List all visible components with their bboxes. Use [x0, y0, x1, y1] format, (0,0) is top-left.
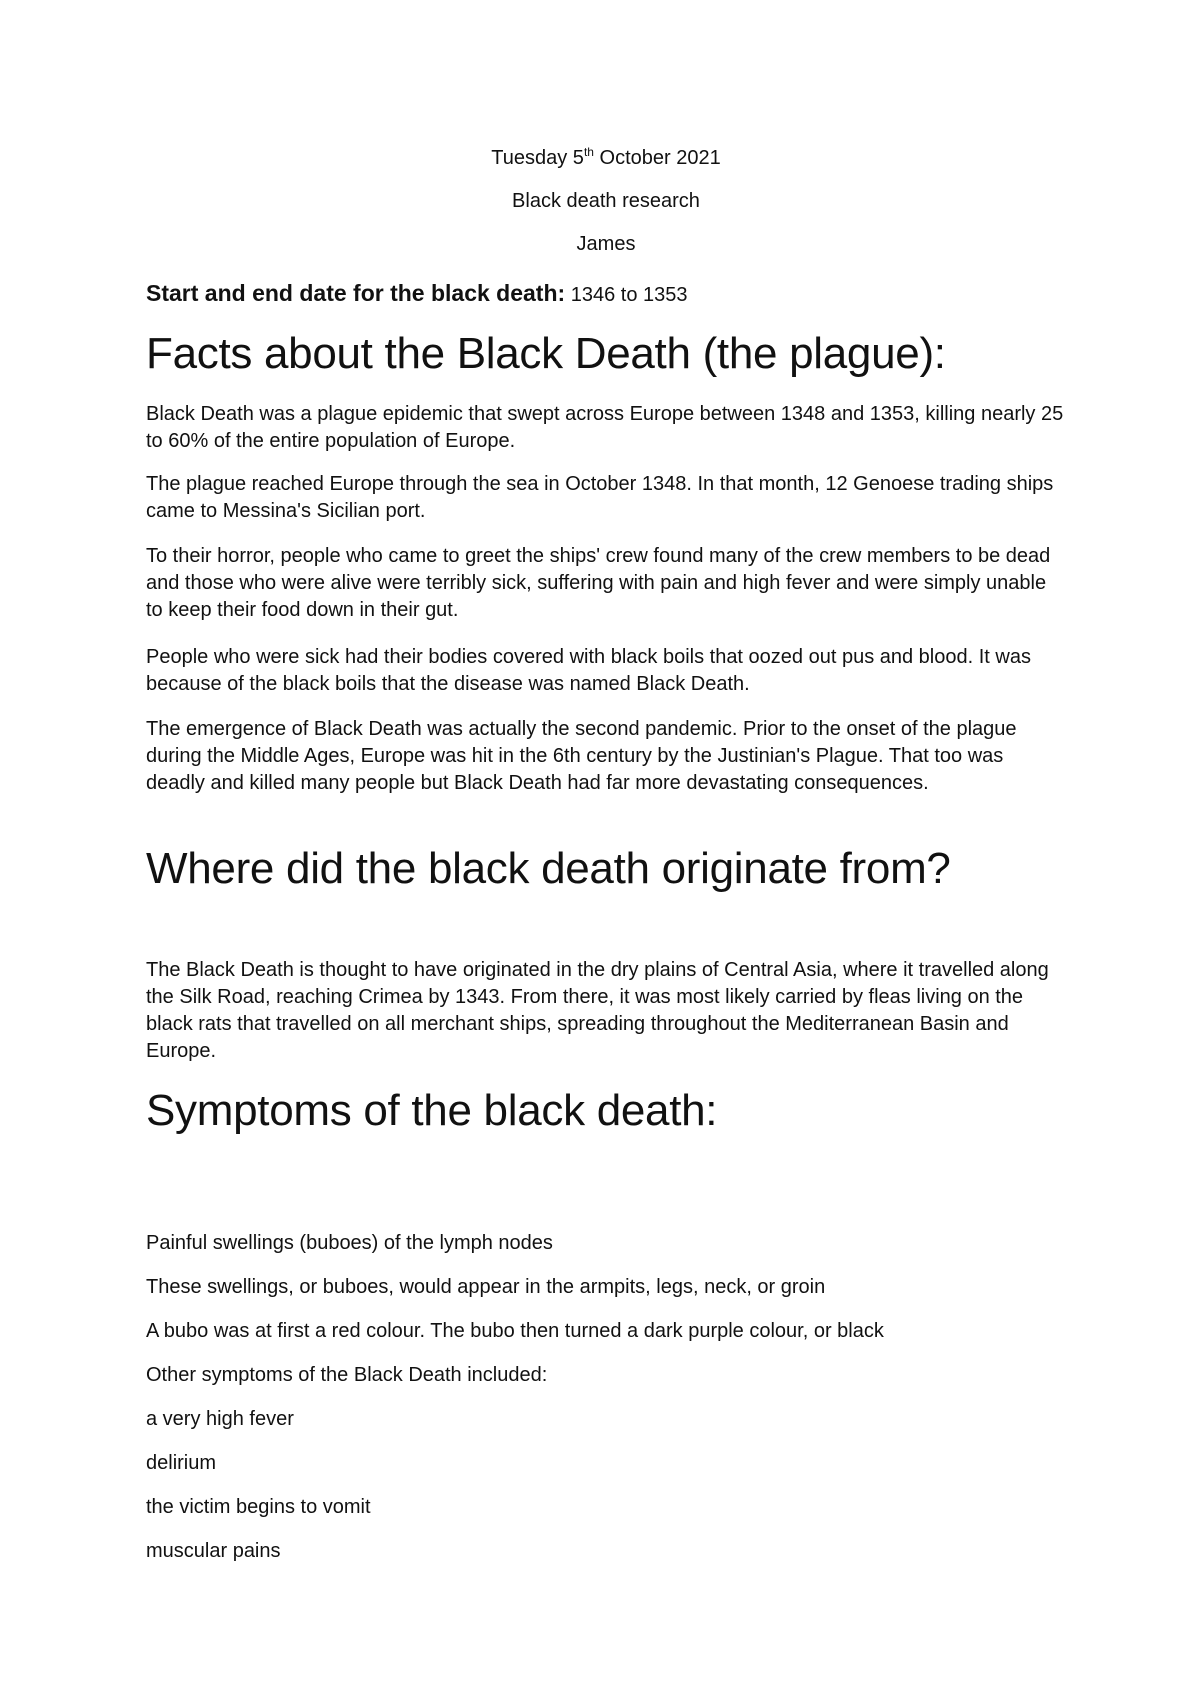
document-date	[146, 146, 1066, 170]
symptom-line: Other symptoms of the Black Death included:	[146, 1364, 548, 1386]
symptom-line: delirium	[146, 1452, 217, 1474]
date-range-line	[146, 279, 1066, 309]
symptoms-heading: Symptoms of the black death:	[146, 1086, 718, 1135]
symptom-line: muscular pains	[146, 1540, 281, 1562]
symptom-line: These swellings, or buboes, would appear in the armpits, legs, neck, or groin	[146, 1276, 826, 1298]
facts-paragraph-1: Black Death was a plague epidemic that swept across Europe between 1348 and 1353, killing nearly 25 to 60% of the entire population of Europe.	[146, 403, 1064, 452]
facts-paragraph-3: To their horror, people who came to greet the ships' crew found many of the crew members to be dead and those who were alive were terribly sick, suffering with pain and high fever and were simply unable to keep their food down in their gut.	[146, 545, 1051, 621]
facts-paragraph-5: The emergence of Black Death was actually the second pandemic. Prior to the onset of the plague during the Middle Ages, Europe was hit in the 6th century by the Justinian's Plague. That too was deadly and killed many people but Black Death had far more devastating consequences.	[146, 718, 1017, 794]
date-day: Tuesday 5	[491, 147, 584, 169]
document-title: Black death research	[512, 190, 700, 212]
date-ordinal-suffix: th	[583, 145, 594, 159]
symptom-line: the victim begins to vomit	[146, 1496, 371, 1518]
date-range-value: 1346 to 1353	[565, 284, 688, 306]
symptom-line: a very high fever	[146, 1408, 294, 1430]
facts-heading: Facts about the Black Death (the plague):	[146, 329, 946, 378]
origin-paragraph: The Black Death is thought to have originated in the dry plains of Central Asia, where it travelled along the Silk Road, reaching Crimea by 1343. From there, it was most likely carried by fleas living on the black rats that travelled on all merchant ships, spreading throughout the Mediterranean Basin and Europe.	[146, 959, 1049, 1062]
facts-paragraph-2: The plague reached Europe through the sea in October 1348. In that month, 12 Genoese trading ships came to Messina's Sicilian port.	[146, 473, 1054, 522]
origin-heading: Where did the black death originate from?	[146, 844, 951, 893]
symptom-line: Painful swellings (buboes) of the lymph nodes	[146, 1232, 553, 1254]
document-author: James	[576, 233, 636, 255]
date-month-year: October 2021	[593, 147, 721, 169]
date-range-label: Start and end date for the black death:	[146, 280, 566, 306]
symptom-line: A bubo was at first a red colour. The bubo then turned a dark purple colour, or black	[146, 1320, 884, 1342]
facts-paragraph-4: People who were sick had their bodies covered with black boils that oozed out pus and blood. It was because of the black boils that the disease was named Black Death.	[146, 646, 1031, 695]
